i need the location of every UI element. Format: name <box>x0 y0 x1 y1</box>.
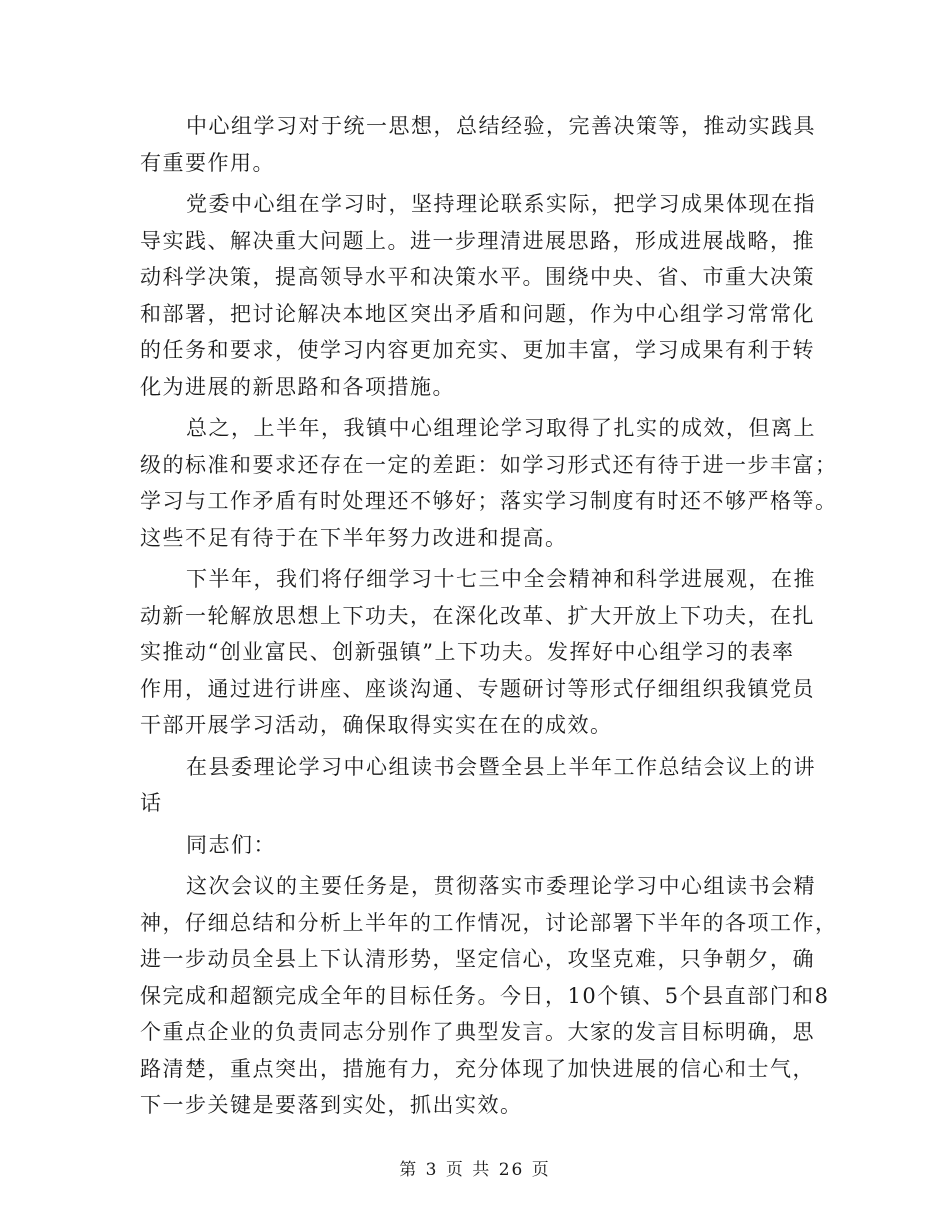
text-line: 同志们： <box>186 832 276 857</box>
text-line: 的任务和要求，使学习内容更加充实、更加丰富，学习成果有利于转 <box>140 338 815 362</box>
text-line: 化为进展的新思路和各项措施。 <box>140 374 455 399</box>
paragraph-7 <box>140 868 838 1124</box>
page-number-footer: 第 3 页 共 26 页 <box>399 1160 551 1180</box>
text-line: 保完成和超额完成全年的目标任务。今日，10个镇、5个县直部门和8 <box>140 983 830 1008</box>
text-line: 这次会议的主要任务是，贯彻落实市委理论学习中心组读书会精 <box>186 874 816 898</box>
text-line: 作用，通过进行讲座、座谈沟通、专题研讨等形式仔细组织我镇党员 <box>140 676 815 701</box>
text-line: 这些不足有待于在下半年努力改进和提高。 <box>140 525 568 550</box>
paragraph-6-salutation <box>140 827 812 864</box>
text-line: 中心组学习对于统一思想，总结经验，完善决策等，推动实践具 <box>186 114 816 138</box>
text-line: 有重要作用。 <box>140 150 275 175</box>
text-line: 下半年，我们将仔细学习十七三中全会精神和科学进展观，在推 <box>186 567 816 591</box>
text-line: 党委中心组在学习时，坚持理论联系实际，把学习成果体现在指 <box>186 192 816 216</box>
paragraph-5-speech-title <box>140 749 816 822</box>
text-line: 进一步动员全县上下认清形势，坚定信心，攻坚克难，只争朝夕，确 <box>140 947 815 971</box>
text-line: 神，仔细总结和分析上半年的工作情况，讨论部署下半年的各项工作， <box>140 910 838 935</box>
text-line: 级的标准和要求还存在一定的差距：如学习形式还有待于进一步丰富； <box>140 452 838 477</box>
text-line: 动科学决策，提高领导水平和决策水平。围绕中央、省、市重大决策 <box>140 265 815 289</box>
text-line: 导实践、解决重大问题上。进一步理清进展思路，形成进展战略，推 <box>140 228 815 253</box>
text-line: 实推动“创业富民、创新强镇”上下功夫。发挥好中心组学习的表率 <box>140 640 795 664</box>
paragraph-1 <box>140 108 816 181</box>
document-body <box>140 108 838 1124</box>
text-line: 干部开展学习活动，确保取得实实在在的成效。 <box>140 713 613 737</box>
text-line: 总之，上半年，我镇中心组理论学习取得了扎实的成效，但离上 <box>186 416 816 440</box>
paragraph-2 <box>140 186 816 405</box>
paragraph-3 <box>140 410 838 556</box>
text-line: 动新一轮解放思想上下功夫，在深化改革、扩大开放上下功夫，在扎 <box>140 603 815 628</box>
paragraph-4 <box>140 561 816 744</box>
text-line: 路清楚，重点突出，措施有力，充分体现了加快进展的信心和士气， <box>140 1056 815 1081</box>
text-line: 在县委理论学习中心组读书会暨全县上半年工作总结会议上的讲 <box>186 754 816 779</box>
text-line: 学习与工作矛盾有时处理还不够好；落实学习制度有时还不够严格等。 <box>140 489 838 513</box>
text-line: 下一步关键是要落到实处，抓出实效。 <box>140 1093 523 1117</box>
text-line: 话 <box>140 791 163 815</box>
text-line: 个重点企业的负责同志分别作了典型发言。大家的发言目标明确，思 <box>140 1020 815 1044</box>
text-line: 和部署，把讨论解决本地区突出矛盾和问题，作为中心组学习常常化 <box>140 301 815 326</box>
